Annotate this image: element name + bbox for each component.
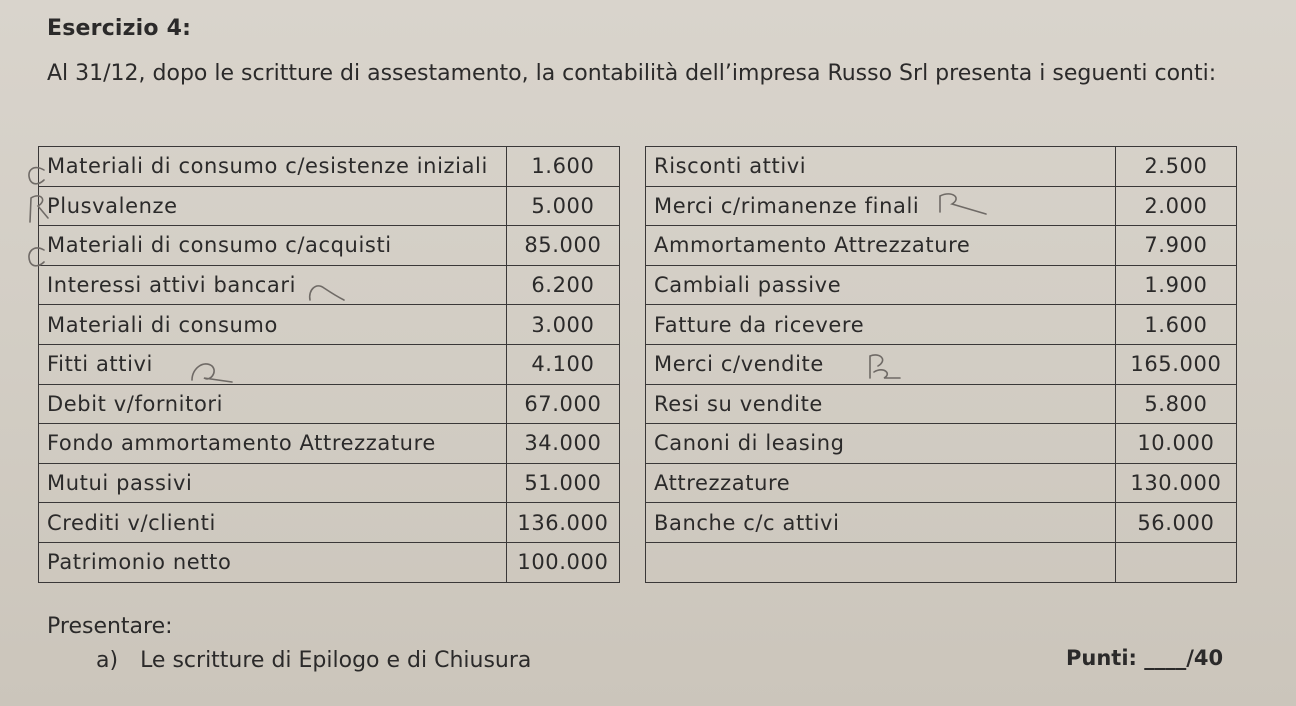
account-value: 130.000 bbox=[1115, 463, 1236, 503]
account-value: 51.000 bbox=[506, 463, 619, 503]
account-value: 1.900 bbox=[1115, 265, 1236, 305]
account-name: Merci c/rimanenze finali bbox=[646, 186, 1116, 226]
account-name: Interessi attivi bancari bbox=[39, 265, 507, 305]
mark-fitti bbox=[192, 364, 232, 382]
exercise-intro: Al 31/12, dopo le scritture di assestamento, la contabilità dell’impresa Russo Srl presenta i seguenti conti: bbox=[47, 61, 1217, 86]
account-name: Ammortamento Attrezzature bbox=[646, 226, 1116, 266]
account-name: Materiali di consumo c/esistenze iniziali bbox=[39, 147, 507, 187]
account-value: 2.000 bbox=[1115, 186, 1236, 226]
account-name: Mutui passivi bbox=[39, 463, 507, 503]
account-name: Plusvalenze bbox=[39, 186, 507, 226]
margin-mark-r-2 bbox=[30, 196, 48, 222]
account-name: Fondo ammortamento Attrezzature bbox=[39, 424, 507, 464]
account-name: Debit v/fornitori bbox=[39, 384, 507, 424]
account-name: Banche c/c attivi bbox=[646, 503, 1116, 543]
account-name: Canoni di leasing bbox=[646, 424, 1116, 464]
account-value: 34.000 bbox=[506, 424, 619, 464]
mark-interessi bbox=[310, 286, 344, 300]
account-value: 3.000 bbox=[506, 305, 619, 345]
account-value: 56.000 bbox=[1115, 503, 1236, 543]
account-name: Fatture da ricevere bbox=[646, 305, 1116, 345]
mark-merci-vendite bbox=[870, 355, 900, 378]
task-item-a: a) Le scritture di Epilogo e di Chiusura bbox=[96, 648, 532, 673]
account-value: 1.600 bbox=[1115, 305, 1236, 345]
points-label: Punti: ____/40 bbox=[1066, 646, 1224, 670]
margin-mark-c-1 bbox=[29, 168, 44, 184]
account-name: Resi su vendite bbox=[646, 384, 1116, 424]
account-name: Attrezzature bbox=[646, 463, 1116, 503]
account-value: 2.500 bbox=[1115, 147, 1236, 187]
account-name: Patrimonio netto bbox=[39, 542, 507, 582]
account-value: 10.000 bbox=[1115, 424, 1236, 464]
account-name: Crediti v/clienti bbox=[39, 503, 507, 543]
account-value: 5.000 bbox=[506, 186, 619, 226]
task-heading: Presentare: bbox=[47, 614, 173, 639]
account-value: 7.900 bbox=[1115, 226, 1236, 266]
account-name: Cambiali passive bbox=[646, 265, 1116, 305]
account-value: 6.200 bbox=[506, 265, 619, 305]
mark-merci-rimanenze bbox=[940, 194, 986, 214]
account-value: 4.100 bbox=[506, 344, 619, 384]
account-value: 165.000 bbox=[1115, 344, 1236, 384]
account-value: 67.000 bbox=[506, 384, 619, 424]
account-name: Materiali di consumo c/acquisti bbox=[39, 226, 507, 266]
account-value: 1.600 bbox=[506, 147, 619, 187]
margin-mark-c-3 bbox=[29, 248, 44, 266]
account-name: Risconti attivi bbox=[646, 147, 1116, 187]
account-value: 5.800 bbox=[1115, 384, 1236, 424]
account-value: 85.000 bbox=[506, 226, 619, 266]
account-value: 136.000 bbox=[506, 503, 619, 543]
exercise-title: Esercizio 4: bbox=[47, 16, 192, 41]
account-name: Fitti attivi bbox=[39, 344, 507, 384]
account-value: 100.000 bbox=[506, 542, 619, 582]
account-name: Merci c/vendite bbox=[646, 344, 1116, 384]
account-name: Materiali di consumo bbox=[39, 305, 507, 345]
